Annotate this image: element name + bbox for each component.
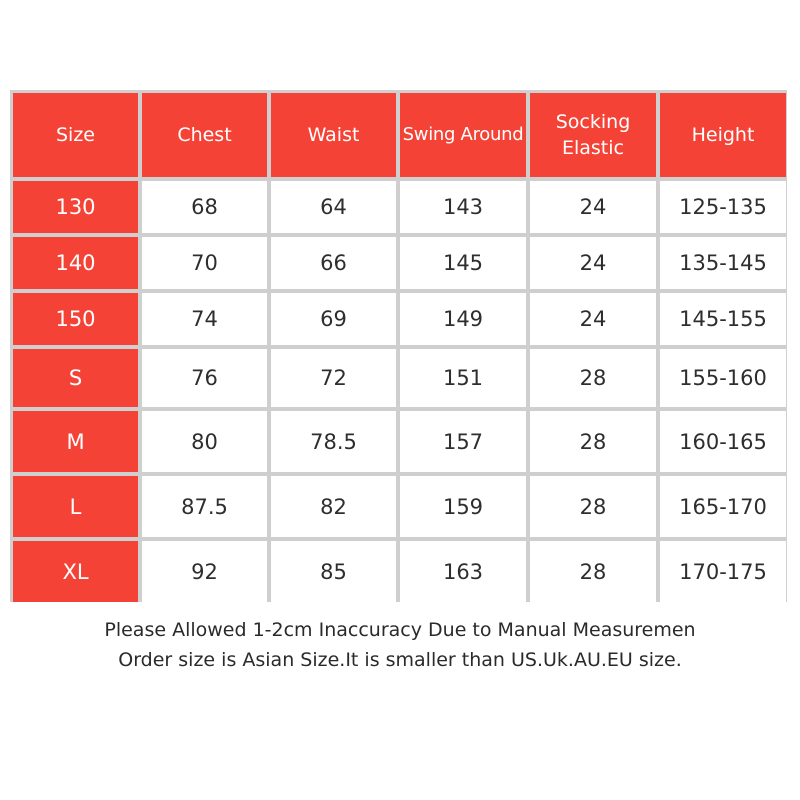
cell-height: 165-170 [660,476,786,537]
row-size-label: M [13,411,138,472]
accuracy-note: Please Allowed 1-2cm Inaccuracy Due to Manual Measuremen [104,619,696,641]
header-socking-elastic: Socking Elastic [530,93,656,177]
cell-swing-around: 145 [400,237,526,289]
cell-chest: 70 [142,237,267,289]
cell-height: 125-135 [660,181,786,233]
cell-socking-elastic: 28 [530,411,656,472]
size-chart-grid [13,93,786,602]
size-chart-table [10,90,787,602]
cell-height: 135-145 [660,237,786,289]
cell-waist: 72 [271,349,396,407]
cell-height: 170-175 [660,541,786,602]
cell-socking-elastic: 24 [530,237,656,289]
row-size-label: L [13,476,138,537]
header-size: Size [13,93,138,177]
cell-swing-around: 143 [400,181,526,233]
cell-socking-elastic: 28 [530,541,656,602]
cell-chest: 80 [142,411,267,472]
row-size-label: 130 [13,181,138,233]
cell-socking-elastic: 24 [530,181,656,233]
cell-swing-around: 157 [400,411,526,472]
cell-chest: 92 [142,541,267,602]
row-size-label: XL [13,541,138,602]
cell-height: 145-155 [660,293,786,345]
row-size-label: S [13,349,138,407]
cell-swing-around: 163 [400,541,526,602]
cell-waist: 66 [271,237,396,289]
row-size-label: 140 [13,237,138,289]
row-size-label: 150 [13,293,138,345]
header-waist: Waist [271,93,396,177]
cell-waist: 85 [271,541,396,602]
cell-height: 160-165 [660,411,786,472]
cell-socking-elastic: 24 [530,293,656,345]
cell-chest: 68 [142,181,267,233]
header-chest: Chest [142,93,267,177]
cell-waist: 64 [271,181,396,233]
cell-waist: 78.5 [271,411,396,472]
header-height: Height [660,93,786,177]
header-swing-around: Swing Around [400,93,526,177]
cell-socking-elastic: 28 [530,349,656,407]
asian-size-note: Order size is Asian Size.It is smaller than US.Uk.AU.EU size. [118,649,682,671]
cell-waist: 82 [271,476,396,537]
cell-swing-around: 159 [400,476,526,537]
cell-height: 155-160 [660,349,786,407]
cell-swing-around: 149 [400,293,526,345]
cell-socking-elastic: 28 [530,476,656,537]
cell-waist: 69 [271,293,396,345]
cell-swing-around: 151 [400,349,526,407]
cell-chest: 74 [142,293,267,345]
cell-chest: 87.5 [142,476,267,537]
cell-chest: 76 [142,349,267,407]
